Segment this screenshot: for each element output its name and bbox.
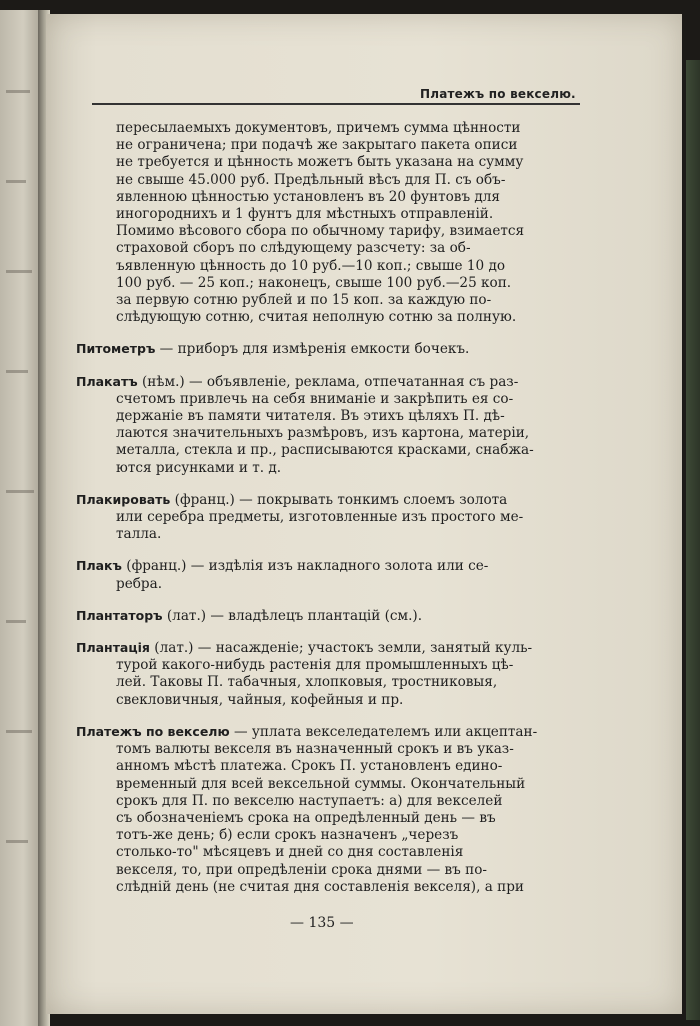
dictionary-entry-plak — [76, 557, 586, 592]
entry-text: срокъ для П. по векселю наступаетъ: а) для векселей — [116, 792, 503, 809]
text-line: слѣдующую сотню, считая неполную сотню за полную. — [116, 309, 517, 326]
text-line: не требуется и цѣнность можетъ быть указана на сумму — [116, 154, 524, 171]
facing-page-edge — [0, 10, 42, 1026]
text-line: не свыше 45.000 руб. Предѣльный вѣсъ для П. съ объ- — [116, 171, 506, 188]
entry-text: временный для всей вексельной суммы. Окончательный — [116, 775, 526, 792]
entry-text: ребра. — [116, 575, 163, 592]
facing-page-text-fragment — [6, 730, 32, 733]
entry-text: лей. Таковы П. табачныя, хлопковыя, тростниковыя, — [116, 674, 498, 691]
entry-text: слѣдній день (не считая дня составленія векселя), а при — [116, 878, 524, 895]
facing-page-text-fragment — [6, 90, 30, 93]
text-line: пересылаемыхъ документовъ, причемъ сумма цѣнности — [116, 120, 521, 136]
entry-text: столько-то" мѣсяцевъ и дней со дня составленія — [116, 844, 464, 861]
text-line: не ограничена; при подачѣ же закрытаго пакета описи — [116, 137, 518, 154]
facing-page-text-fragment — [6, 840, 28, 843]
dictionary-entry-pitometr — [76, 340, 586, 358]
entry-text: (лат.) — владѣлецъ плантацій (см.). — [166, 607, 423, 624]
text-line: иногороднихъ и 1 фунтъ для мѣстныхъ отправленій. — [116, 206, 494, 223]
entry-term: Питометръ — [76, 341, 156, 357]
running-head: Платежъ по векселю. — [420, 87, 576, 101]
entry-text: (лат.) — насажденіе; участокъ земли, занятый куль- — [154, 640, 533, 657]
entry-text: металла, стекла и пр., расписываются красками, снабжа- — [116, 442, 534, 459]
dictionary-entry-platezh — [76, 723, 586, 896]
entry-text: свекловичныя, чайныя, кофейныя и пр. — [116, 691, 404, 708]
facing-page-text-fragment — [6, 490, 34, 493]
entry-text: лаются значительныхъ размѣровъ, изъ картона, матеріи, — [116, 425, 530, 442]
entry-text: держаніе въ памяти читателя. Въ этихъ цѣляхъ П. дѣ- — [116, 408, 505, 425]
entry-text: (нѣм.) — объявленіе, реклама, отпечатанная съ раз- — [141, 373, 519, 390]
entry-text: (франц.) — покрывать тонкимъ слоемъ золота — [174, 491, 508, 508]
book-cover-edge — [686, 60, 700, 1020]
dictionary-entry-plakat — [76, 373, 586, 477]
entry-text: съ обозначеніемъ срока на опредѣленный день — въ — [116, 809, 496, 826]
dictionary-entry-plantatsiya — [76, 639, 586, 709]
text-line: страховой сборъ по слѣдующему разсчету: за об- — [116, 240, 471, 257]
entry-text: — приборъ для измѣренія емкости бочекъ. — [159, 341, 470, 358]
entry-term: Плакъ — [76, 558, 122, 574]
facing-page-text-fragment — [6, 180, 26, 183]
entry-term: Плантаторъ — [76, 607, 163, 623]
header-rule — [92, 103, 580, 105]
text-line: 100 руб. — 25 коп.; наконецъ, свыше 100 руб.—25 коп. — [116, 274, 512, 291]
continuation-paragraph — [116, 120, 586, 326]
entry-text: или серебра предметы, изготовленные изъ простого ме- — [116, 509, 524, 526]
page-body — [76, 120, 586, 896]
entry-text: анномъ мѣстѣ платежа. Срокъ П. установленъ едино- — [116, 758, 503, 775]
text-line: ъявленную цѣнность до 10 руб.—10 коп.; свыше 10 до — [116, 257, 506, 274]
entry-text: ются рисунками и т. д. — [116, 459, 282, 476]
entry-term: Платежъ по векселю — [76, 723, 230, 739]
text-line: явленною цѣнностью установленъ въ 20 фунтовъ для — [116, 188, 500, 205]
dictionary-entry-plantator — [76, 607, 586, 625]
entry-term: Плакатъ — [76, 373, 138, 389]
page-number: — 135 — — [290, 915, 354, 931]
entry-term: Плакировать — [76, 491, 171, 507]
entry-text: тотъ-же день; б) если срокъ назначенъ „черезъ — [116, 827, 459, 844]
entry-text: векселя, то, при опредѣленіи срока днями — въ по- — [116, 861, 487, 878]
text-line: за первую сотню рублей и по 15 коп. за каждую по- — [116, 292, 492, 309]
entry-term: Плантація — [76, 640, 150, 656]
entry-text: томъ валюты векселя въ назначенный срокъ и въ указ- — [116, 741, 514, 758]
entry-text: счетомъ привлечь на себя вниманіе и закрѣпить ея со- — [116, 390, 514, 407]
facing-page-text-fragment — [6, 370, 28, 373]
dictionary-entry-plakirovat — [76, 491, 586, 544]
entry-text: талла. — [116, 526, 162, 543]
facing-page-text-fragment — [6, 270, 32, 273]
entry-text: турой какого-нибудь растенія для промышленныхъ цѣ- — [116, 657, 514, 674]
entry-text: (франц.) — издѣлія изъ накладного золота или се- — [126, 558, 489, 575]
entry-text: — уплата векселедателемъ или акцептан- — [233, 723, 538, 740]
text-line: Помимо вѣсового сбора по обычному тарифу, взимается — [116, 223, 525, 240]
facing-page-text-fragment — [6, 620, 26, 623]
